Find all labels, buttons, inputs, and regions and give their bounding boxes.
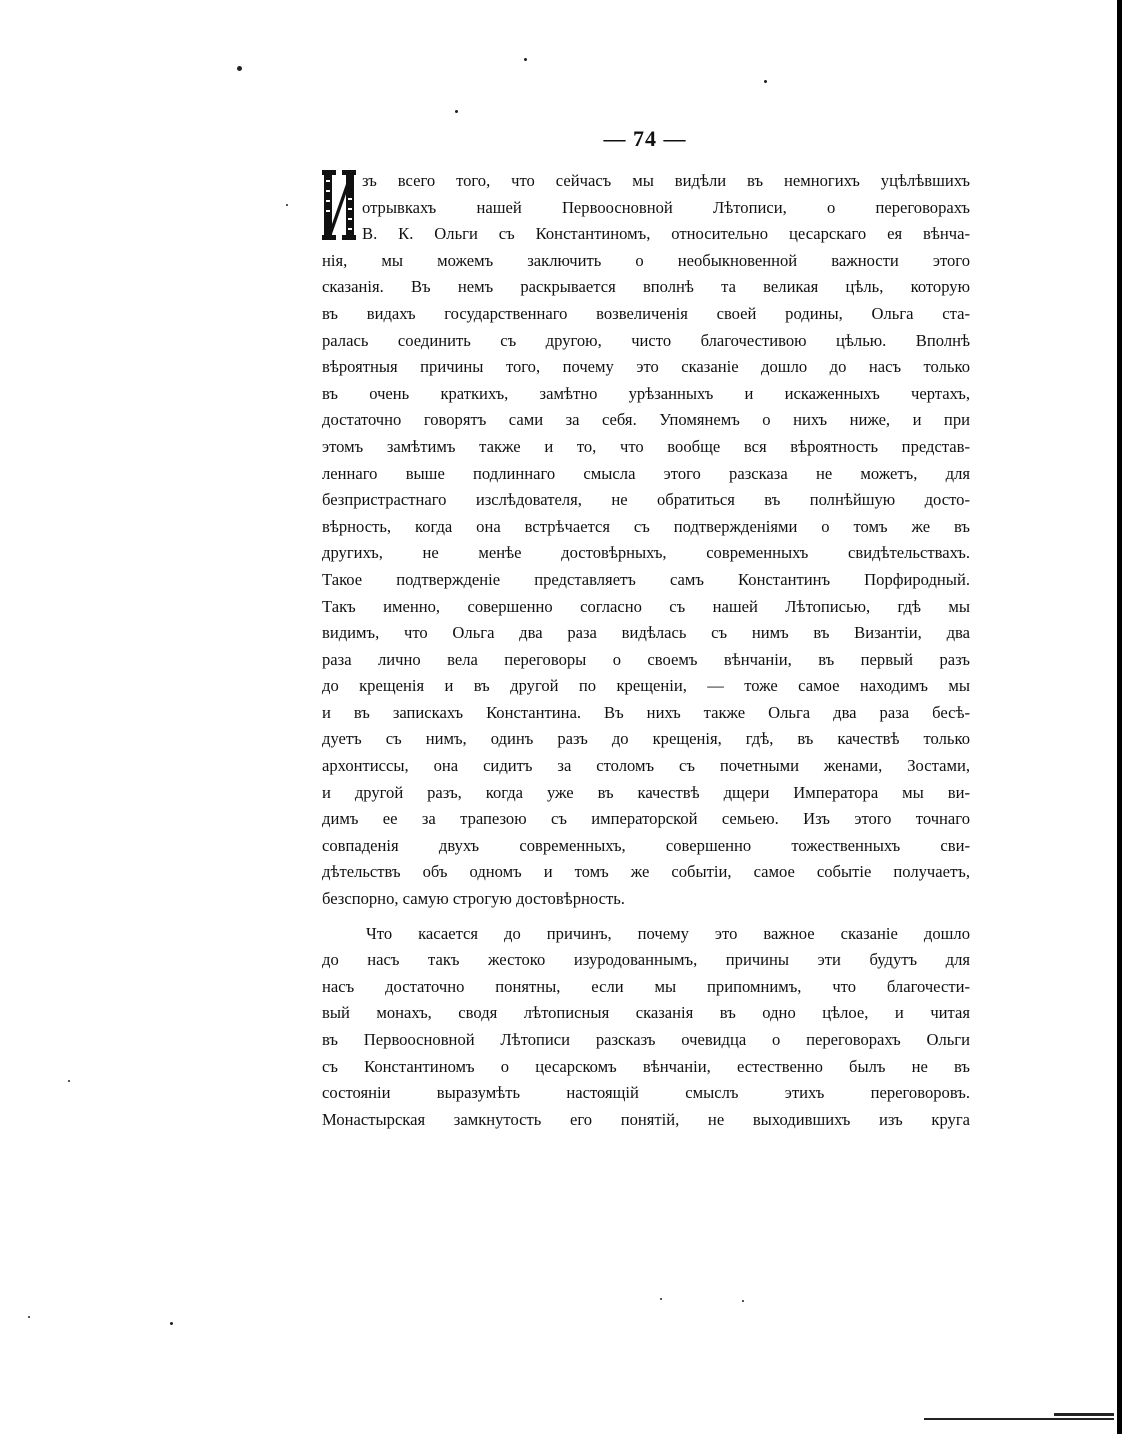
text-line: Такое подтвержденіе представляетъ самъ Константинъ Порфиродный. xyxy=(322,569,970,589)
text-line: Такъ именно, совершенно согласно съ нашей Лѣтописью, гдѣ мы xyxy=(322,596,970,616)
body-text xyxy=(322,168,970,1133)
text-line: совпаденія двухъ современныхъ, совершенно тожественныхъ сви- xyxy=(322,835,970,855)
text-line: Монастырская замкнутость его понятій, не выходившихъ изъ круга xyxy=(322,1109,970,1129)
text-line: до насъ такъ жестоко изуродованнымъ, причины эти будутъ для xyxy=(322,950,970,970)
text-line: другихъ, не менѣе достовѣрныхъ, современныхъ свидѣтельствахъ. xyxy=(322,543,970,563)
text-line: безспорно, самую строгую достовѣрность. xyxy=(322,889,625,909)
scan-speck xyxy=(764,80,767,83)
text-line: въ очень краткихъ, замѣтно урѣзанныхъ и искаженныхъ чертахъ, xyxy=(322,383,970,403)
text-line: отрывкахъ нашей Первоосновной Лѣтописи, о переговорахъ xyxy=(362,197,970,217)
text-line: безпристрастнаго изслѣдователя, не обратиться въ полнѣйшую досто- xyxy=(322,490,970,510)
text-line: и въ запискахъ Константина. Въ нихъ также Ольга два раза бесѣ- xyxy=(322,702,970,722)
text-line: архонтиссы, она сидитъ за столомъ съ почетными женами, Зостами, xyxy=(322,756,970,776)
scan-bottom-rule xyxy=(924,1418,1114,1420)
text-line: съ Константиномъ о цесарскомъ вѣнчаніи, естественно былъ не въ xyxy=(322,1056,970,1076)
text-line: Что касается до причинъ, почему это важное сказаніе дошло xyxy=(366,923,970,943)
paragraph-1 xyxy=(322,168,970,913)
scan-speck xyxy=(68,1080,70,1082)
scan-speck xyxy=(742,1300,744,1302)
scan-bottom-mark xyxy=(1054,1413,1114,1416)
text-line: раза лично вела переговоры о своемъ вѣнчаніи, въ первый разъ xyxy=(322,649,970,669)
text-line: вый монахъ, сводя лѣтописныя сказанія въ одно цѣлое, и читая xyxy=(322,1003,970,1023)
scan-speck xyxy=(524,58,527,61)
text-line: состояніи выразумѣть настоящій смыслъ этихъ переговоровъ. xyxy=(322,1083,970,1103)
scan-speck xyxy=(237,66,242,71)
text-line: въ Первоосновной Лѣтописи разсказъ очевидца о переговорахъ Ольги xyxy=(322,1030,970,1049)
text-line: вѣрность, когда она встрѣчается съ подтвержденіями о томъ же въ xyxy=(322,516,970,536)
page-number: — 74 — xyxy=(603,126,687,151)
scan-speck xyxy=(660,1298,662,1300)
text-line: и другой разъ, когда уже въ качествѣ дщери Императора мы ви- xyxy=(322,782,970,802)
scan-speck xyxy=(455,110,458,113)
text-line: въ видахъ государственнаго возвеличенія своей родины, Ольга ста- xyxy=(322,303,970,323)
paragraph-2 xyxy=(322,921,970,1134)
ornamental-dropcap xyxy=(322,168,356,242)
scan-speck xyxy=(170,1322,173,1325)
text-line: димъ ее за трапезою съ императорской семьею. Изъ этого точнаго xyxy=(322,809,970,829)
text-line: достаточно говорятъ сами за себя. Упомянемъ о нихъ ниже, и при xyxy=(322,410,970,430)
text-line: видимъ, что Ольга два раза видѣлась съ нимъ въ Византіи, два xyxy=(322,623,970,643)
text-line: леннаго выше подлиннаго смысла этого разсказа не можетъ, для xyxy=(322,463,970,483)
text-line: зъ всего того, что сейчасъ мы видѣли въ немногихъ уцѣлѣвшихъ xyxy=(362,171,970,190)
text-line: сказанія. Въ немъ раскрывается вполнѣ та великая цѣль, которую xyxy=(322,277,970,297)
text-line: насъ достаточно понятны, если мы припомнимъ, что благочести- xyxy=(322,976,970,996)
dropcap-glyph-icon xyxy=(322,168,356,242)
text-line: дуетъ съ нимъ, одинъ разъ до крещенія, гдѣ, въ качествѣ только xyxy=(322,729,970,749)
text-line: дѣтельствъ объ одномъ и томъ же событіи, самое событіе получаетъ, xyxy=(322,862,970,882)
text-line: этомъ замѣтимъ также и то, что вообще вся вѣроятность представ- xyxy=(322,436,970,456)
text-line: вѣроятныя причины того, почему это сказаніе дошло до насъ только xyxy=(322,357,970,377)
scan-speck xyxy=(286,204,288,206)
text-line: нія, мы можемъ заключить о необыкновенной важности этого xyxy=(322,250,970,270)
text-line: ралась соединить съ другою, чисто благочестивою цѣлью. Вполнѣ xyxy=(322,330,970,350)
scan-edge-shadow xyxy=(1117,0,1122,1434)
scan-speck xyxy=(28,1316,30,1318)
text-line: В. К. Ольги съ Константиномъ, относительно цесарскаго ея вѣнча- xyxy=(362,224,970,244)
text-line: до крещенія и въ другой по крещеніи, — тоже самое находимъ мы xyxy=(322,676,970,696)
